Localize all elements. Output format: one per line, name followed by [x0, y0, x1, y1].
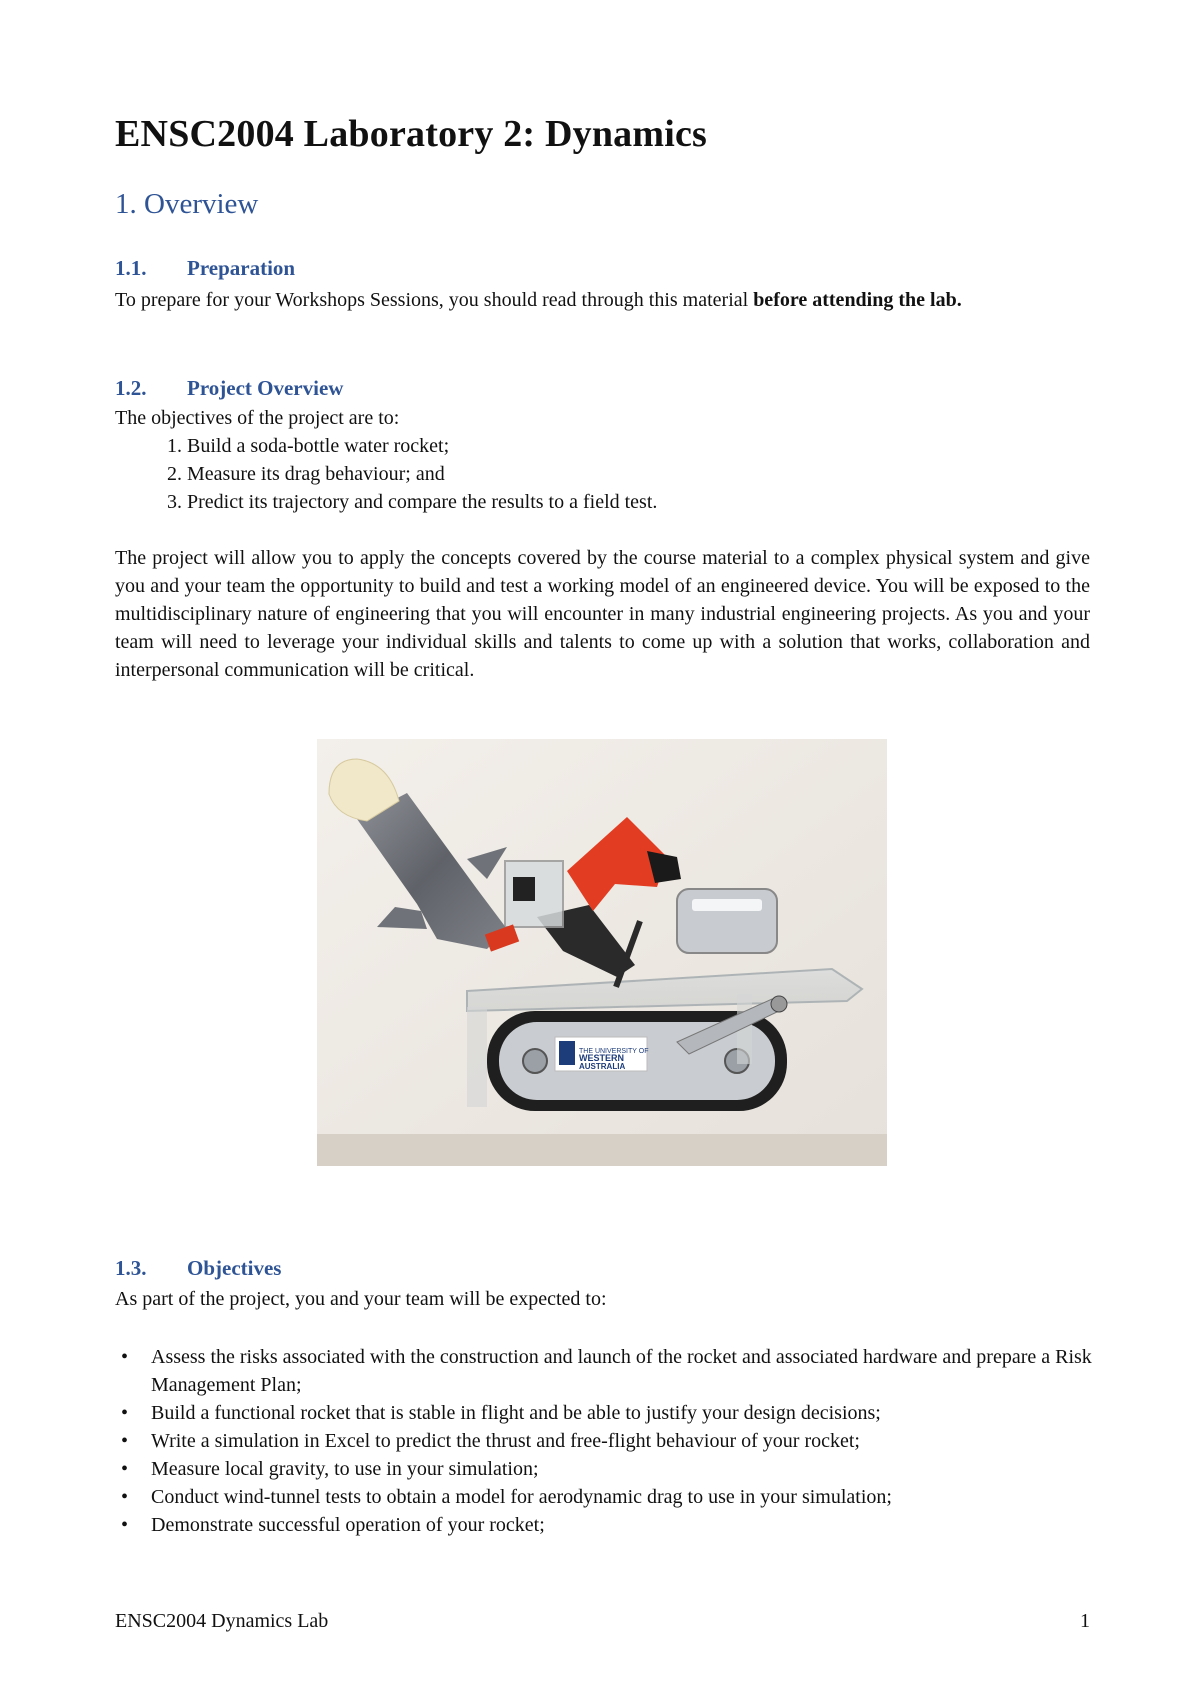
subsection-number: 1.1. [115, 256, 147, 280]
list-item: 1. Build a soda-bottle water rocket; [187, 432, 657, 460]
list-item: • Write a simulation in Excel to predict the thrust and free-flight behaviour of your rocket; [151, 1427, 1126, 1455]
list-item: • Demonstrate successful operation of your rocket; [151, 1511, 1126, 1539]
subsection-heading-project-overview [115, 376, 343, 401]
preparation-paragraph [115, 286, 1090, 314]
preparation-text: To prepare for your Workshops Sessions, you should read through this material [115, 289, 754, 311]
preparation-emphasis: before attending the lab. [753, 289, 962, 311]
subsection-title: Objectives [187, 1256, 282, 1280]
subsection-title: Project Overview [187, 376, 344, 400]
section-heading-overview: 1. Overview [115, 188, 259, 220]
list-item: 3. Predict its trajectory and compare the results to a field test. [187, 488, 657, 516]
list-item: • Assess the risks associated with the construction and launch of the rocket and associated hardware and prepare a Risk Management Plan; [151, 1343, 1126, 1399]
project-body-paragraph: The project will allow you to apply the concepts covered by the course material to a complex physical system and give you and your team the opportunity to build and test a working model of an engineered device. You will be exposed to the multidisciplinary nature of engineering that you will encounter in many industrial engineering projects. As you and your team will need to leverage your individual skills and talents to come up with a solution that works, collaboration and interpersonal communication will be critical. [115, 547, 1090, 681]
list-item: 2. Measure its drag behaviour; and [187, 460, 657, 488]
objectives-intro: As part of the project, you and your team will be expected to: [115, 1288, 607, 1310]
list-item: • Build a functional rocket that is stable in flight and be able to justify your design decisions; [151, 1399, 1126, 1427]
subsection-title: Preparation [187, 256, 296, 280]
footer-title: ENSC2004 Dynamics Lab [115, 1610, 329, 1632]
rocket-launcher-photo [317, 739, 887, 1166]
subsection-number: 1.3. [115, 1256, 147, 1280]
logo-text: THE UNIVERSITY OF [579, 1048, 649, 1055]
project-objectives-list [115, 432, 657, 516]
page-number: 1 [1080, 1610, 1090, 1632]
document-title: ENSC2004 Laboratory 2: Dynamics [115, 113, 708, 155]
subsection-heading-preparation [115, 256, 295, 281]
project-intro: The objectives of the project are to: [115, 407, 400, 429]
objectives-bullet-list [115, 1343, 1126, 1539]
subsection-heading-objectives [115, 1256, 281, 1281]
subsection-number: 1.2. [115, 376, 147, 400]
list-item: • Measure local gravity, to use in your simulation; [151, 1455, 1126, 1483]
svg-text:WESTERN: WESTERN [579, 1053, 624, 1063]
svg-text:AUSTRALIA: AUSTRALIA [579, 1062, 626, 1071]
list-item: • Conduct wind-tunnel tests to obtain a model for aerodynamic drag to use in your simulation; [151, 1483, 1126, 1511]
